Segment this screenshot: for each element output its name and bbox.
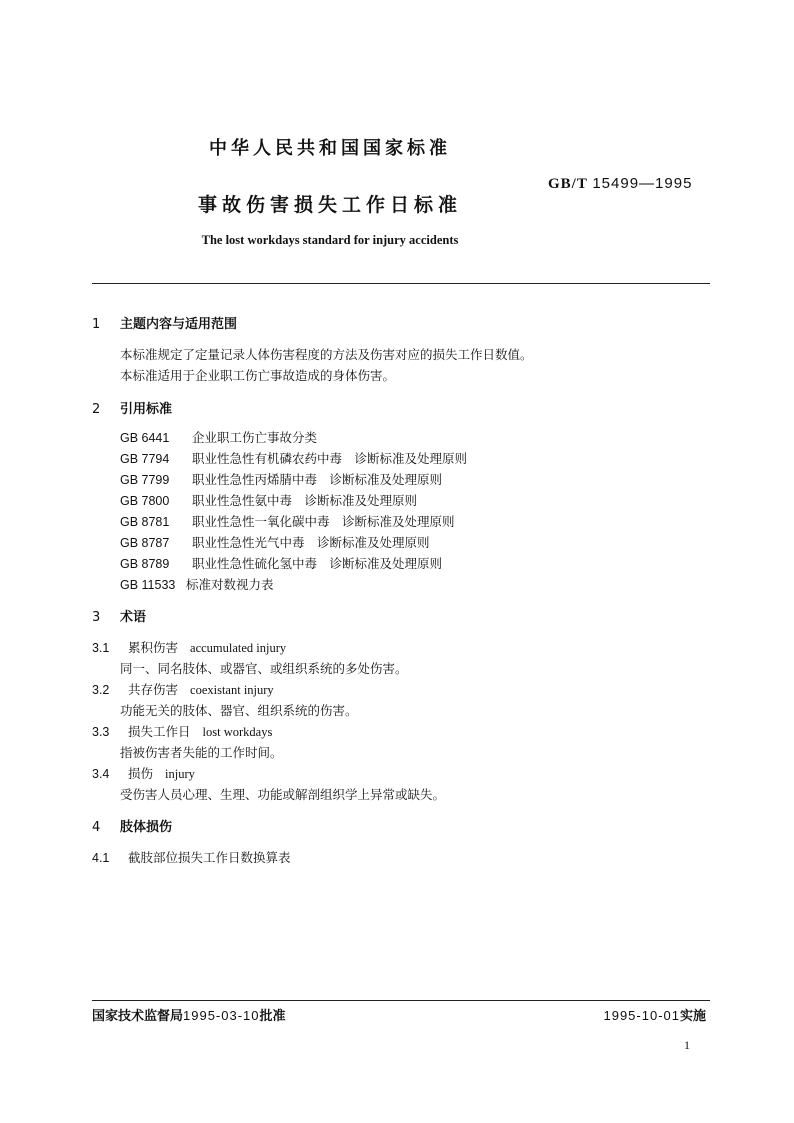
implementation-word: 实施 xyxy=(679,1009,706,1024)
reference-item xyxy=(120,575,274,593)
standard-code-prefix: GB/T xyxy=(548,176,588,192)
reference-title: 职业性急性硫化氢中毒 诊断标准及处理原则 xyxy=(192,556,443,571)
subsection-number: 4.1 xyxy=(92,851,110,865)
reference-title: 职业性急性氨中毒 诊断标准及处理原则 xyxy=(192,493,418,508)
reference-title: 职业性急性有机磷农药中毒 诊断标准及处理原则 xyxy=(192,451,468,466)
term-zh: 共存伤害 xyxy=(128,682,179,697)
section-1-heading xyxy=(92,313,237,332)
reference-title: 企业职工伤亡事故分类 xyxy=(192,430,318,445)
implementation-line xyxy=(603,1005,706,1024)
term-en: coexistant injury xyxy=(190,683,274,697)
reference-code: GB 11533 xyxy=(120,578,176,592)
reference-title: 职业性急性丙烯腈中毒 诊断标准及处理原则 xyxy=(192,472,443,487)
term-definition: 指被伤害者失能的工作时间。 xyxy=(120,745,283,760)
section-title: 引用标准 xyxy=(120,402,173,417)
reference-code: GB 7799 xyxy=(120,473,170,487)
term-zh: 损伤 xyxy=(128,766,154,781)
term-number: 3.1 xyxy=(92,641,110,655)
reference-item xyxy=(120,470,442,488)
term-heading xyxy=(92,764,195,782)
implementation-date: 1995-10-01 xyxy=(603,1008,680,1023)
section-number: 3 xyxy=(92,610,101,625)
reference-title: 职业性急性一氧化碳中毒 诊断标准及处理原则 xyxy=(192,514,455,529)
section-2-heading xyxy=(92,398,172,417)
section-3-heading xyxy=(92,606,146,625)
page-number: 1 xyxy=(684,1038,690,1052)
paragraph: 本标准适用于企业职工伤亡事故造成的身体伤害。 xyxy=(120,368,396,383)
reference-code: GB 8789 xyxy=(120,557,170,571)
term-number: 3.4 xyxy=(92,767,110,781)
reference-code: GB 8787 xyxy=(120,536,170,550)
footer-divider xyxy=(92,1000,710,1001)
reference-item xyxy=(120,554,442,572)
section-number: 1 xyxy=(92,317,101,332)
subsection-title: 截肢部位损失工作日数换算表 xyxy=(128,850,291,865)
term-definition: 同一、同名肢体、或器官、或组织系统的多处伤害。 xyxy=(120,661,408,676)
reference-code: GB 8781 xyxy=(120,515,170,529)
approval-line xyxy=(92,1005,286,1024)
section-number: 4 xyxy=(92,820,101,835)
term-zh: 累积伤害 xyxy=(128,640,179,655)
reference-code: GB 6441 xyxy=(120,431,170,445)
reference-item xyxy=(120,428,317,446)
issue-date: 1995-03-10 xyxy=(183,1008,260,1023)
reference-title: 职业性急性光气中毒 诊断标准及处理原则 xyxy=(192,535,430,550)
reference-item xyxy=(120,491,417,509)
term-number: 3.3 xyxy=(92,725,110,739)
issuer: 国家技术监督局 xyxy=(92,1009,184,1024)
english-title: The lost workdays standard for injury accidents xyxy=(201,233,459,247)
term-heading xyxy=(92,722,272,740)
term-definition: 功能无关的肢体、器官、组织系统的伤害。 xyxy=(120,703,358,718)
term-en: accumulated injury xyxy=(190,641,287,655)
document-title: 事故伤害损失工作日标准 xyxy=(197,194,462,216)
term-heading xyxy=(92,638,286,656)
issue-word: 批准 xyxy=(259,1009,286,1024)
subsection-heading xyxy=(92,848,291,866)
standard-code-number: 15499—1995 xyxy=(592,175,693,192)
reference-code: GB 7800 xyxy=(120,494,170,508)
reference-item xyxy=(120,512,455,530)
national-standard-title: 中华人民共和国国家标准 xyxy=(209,138,451,159)
paragraph: 本标准规定了定量记录人体伤害程度的方法及伤害对应的损失工作日数值。 xyxy=(120,347,533,362)
section-title: 主题内容与适用范围 xyxy=(120,317,238,332)
term-zh: 损失工作日 xyxy=(128,724,191,739)
section-number: 2 xyxy=(92,402,101,417)
term-en: lost workdays xyxy=(202,725,273,739)
reference-item xyxy=(120,533,430,551)
reference-item xyxy=(120,449,467,467)
section-4-heading xyxy=(92,816,172,835)
term-number: 3.2 xyxy=(92,683,110,697)
term-heading xyxy=(92,680,274,698)
term-definition: 受伤害人员心理、生理、功能或解剖组织学上异常或缺失。 xyxy=(120,787,446,802)
reference-title: 标准对数视力表 xyxy=(186,577,274,592)
section-title: 肢体损伤 xyxy=(120,820,173,835)
header-divider xyxy=(92,283,710,284)
reference-code: GB 7794 xyxy=(120,452,170,466)
term-en: injury xyxy=(165,767,195,781)
section-title: 术语 xyxy=(120,610,147,625)
